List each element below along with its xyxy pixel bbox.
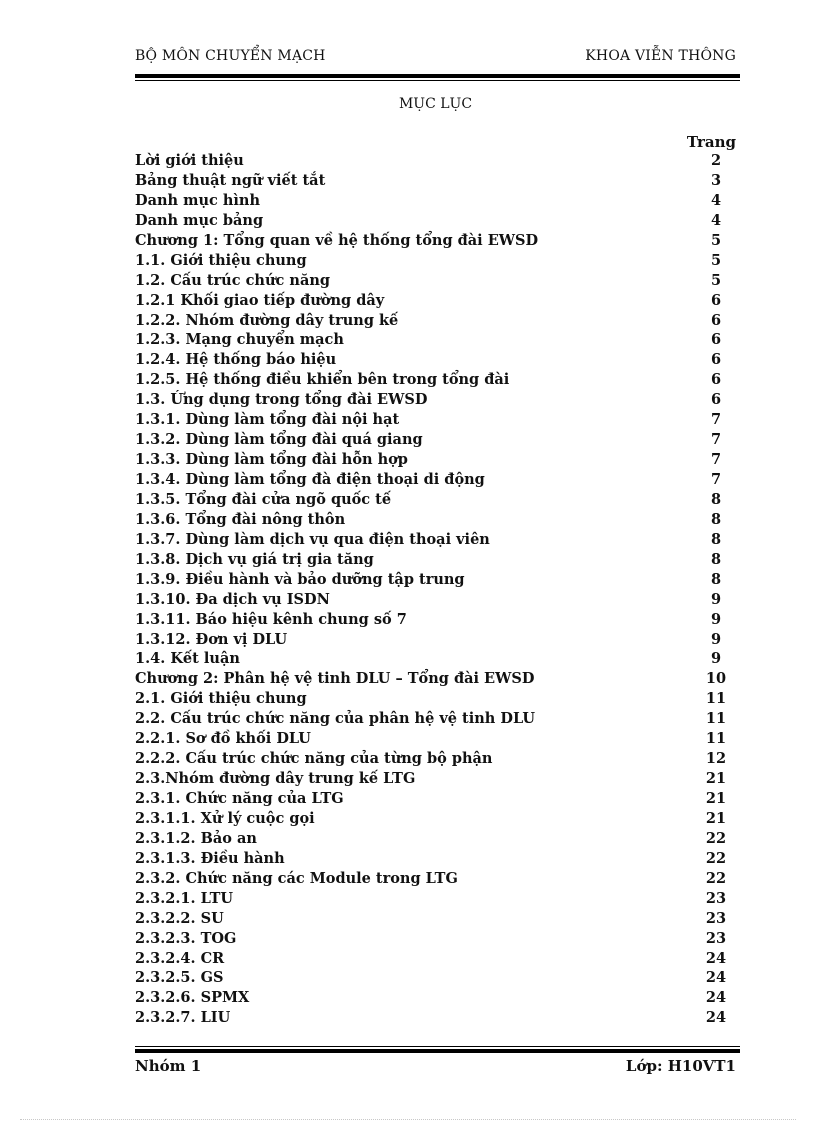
toc-entry-page: 8 bbox=[710, 570, 722, 588]
toc-entry-page: 2 bbox=[710, 152, 722, 169]
toc-entry bbox=[135, 889, 736, 909]
toc-entry bbox=[135, 251, 736, 271]
toc-entry-title: 2.2.1. Sơ đồ khối DLU bbox=[135, 730, 311, 748]
toc-entry bbox=[135, 390, 736, 410]
toc-entry-title: 2.2.2. Cấu trúc chức năng của từng bộ phận bbox=[135, 750, 493, 768]
toc-entry-page: 21 bbox=[705, 770, 727, 788]
toc-entry-title: 2.3.2.4. CR bbox=[135, 949, 225, 967]
toc-entry-title: 2.2. Cấu trúc chức năng của phân hệ vệ tinh DLU bbox=[135, 710, 536, 728]
toc-entry bbox=[135, 709, 736, 729]
toc-entry-page: 6 bbox=[710, 291, 722, 309]
toc-entry-page: 9 bbox=[710, 590, 722, 608]
toc-entry bbox=[135, 689, 736, 709]
toc-entry-title: 2.3.2.6. SPMX bbox=[135, 989, 250, 1007]
page-footer bbox=[135, 1057, 736, 1079]
toc-entry-page: 5 bbox=[710, 251, 722, 269]
toc-entry-title: Chương 1: Tổng quan về hệ thống tổng đài EWSD bbox=[135, 231, 539, 249]
toc-entry bbox=[135, 829, 736, 849]
toc-entry bbox=[135, 271, 736, 291]
toc-entry-title: 1.3.11. Báo hiệu kênh chung số 7 bbox=[135, 610, 407, 628]
toc-entry-page: 7 bbox=[710, 471, 722, 488]
toc-entry-page: 8 bbox=[710, 490, 722, 508]
toc-entry-title: Danh mục hình bbox=[135, 191, 260, 209]
toc-entry-title: 2.3.1.3. Điều hành bbox=[135, 849, 285, 867]
toc-entry-page: 12 bbox=[705, 750, 727, 768]
toc-entry-title: Bảng thuật ngữ viết tắt bbox=[135, 171, 326, 189]
footer-rule-thin bbox=[135, 1046, 740, 1047]
toc-entry-title: 2.3.2.7. LIU bbox=[135, 1009, 231, 1027]
page-title: MỤC LỤC bbox=[398, 96, 473, 112]
toc-entry bbox=[135, 949, 736, 969]
toc-entry bbox=[135, 909, 736, 929]
toc-entry-page: 11 bbox=[705, 710, 727, 728]
page-edge-dotted-line bbox=[20, 1119, 796, 1120]
footer-class: Lớp: H10VT1 bbox=[625, 1057, 736, 1075]
toc-entry bbox=[135, 988, 736, 1008]
toc-entry bbox=[135, 490, 736, 510]
toc-entry-title: 1.2. Cấu trúc chức năng bbox=[135, 271, 331, 289]
toc-entry bbox=[135, 450, 736, 470]
toc-entry bbox=[135, 869, 736, 889]
toc-entry bbox=[135, 171, 736, 191]
toc-entry-page: 9 bbox=[710, 630, 722, 648]
toc-entry-title: 2.3.Nhóm đường dây trung kế LTG bbox=[135, 770, 416, 788]
header-faculty: KHOA VIỄN THÔNG bbox=[585, 48, 736, 64]
toc-entry bbox=[135, 570, 736, 590]
toc-entry-title: 1.2.4. Hệ thống báo hiệu bbox=[135, 351, 337, 369]
toc-entry-page: 8 bbox=[710, 550, 722, 568]
toc-entry-title: 1.3.10. Đa dịch vụ ISDN bbox=[135, 590, 330, 608]
toc-entry-page: 6 bbox=[710, 331, 722, 349]
toc-entry bbox=[135, 610, 736, 630]
toc-entry bbox=[135, 769, 736, 789]
toc-entry-title: 1.2.3. Mạng chuyển mạch bbox=[135, 331, 344, 349]
toc-entry-title: 1.3.3. Dùng làm tổng đài hỗn hợp bbox=[135, 451, 408, 469]
toc-entry bbox=[135, 350, 736, 370]
toc-entry bbox=[135, 291, 736, 311]
toc-entry bbox=[135, 590, 736, 610]
toc-entry-page: 21 bbox=[705, 790, 727, 807]
toc-entry-title: 2.3.1. Chức năng của LTG bbox=[135, 790, 344, 807]
toc-entry-title: 2.3.2. Chức năng các Module trong LTG bbox=[135, 869, 458, 887]
toc-entry-title: 1.3.5. Tổng đài cửa ngõ quốc tế bbox=[135, 490, 392, 508]
toc-entry-page: 10 bbox=[705, 670, 727, 688]
toc-entry bbox=[135, 630, 736, 650]
toc-entry-title: 2.3.2.3. TOG bbox=[135, 929, 237, 947]
toc-entry bbox=[135, 470, 736, 490]
toc-entry-page: 11 bbox=[705, 690, 727, 708]
toc-entry bbox=[135, 929, 736, 949]
toc-entry-page: 24 bbox=[705, 969, 727, 987]
toc-entry bbox=[135, 211, 736, 231]
toc-entry-page: 6 bbox=[710, 351, 722, 369]
toc-entry bbox=[135, 789, 736, 809]
toc-entry-page: 8 bbox=[710, 530, 722, 548]
toc-entry-title: 1.3.12. Đơn vị DLU bbox=[135, 630, 288, 648]
toc-entry-page: 5 bbox=[710, 271, 722, 289]
table-of-contents bbox=[135, 151, 736, 1028]
toc-entry-page: 9 bbox=[710, 650, 722, 668]
toc-entry-page: 6 bbox=[710, 371, 722, 389]
toc-entry bbox=[135, 550, 736, 570]
toc-entry bbox=[135, 151, 736, 171]
toc-entry-title: Lời giới thiệu bbox=[135, 152, 244, 169]
toc-entry-page: 21 bbox=[705, 809, 727, 827]
toc-entry-title: 2.3.1.2. Bảo an bbox=[135, 829, 257, 847]
page-column-label: Trang bbox=[686, 133, 736, 151]
toc-entry bbox=[135, 968, 736, 988]
toc-entry-page: 24 bbox=[705, 1009, 727, 1027]
toc-entry-title: 2.3.1.1. Xử lý cuộc gọi bbox=[135, 809, 315, 827]
toc-entry-page: 9 bbox=[710, 610, 722, 628]
toc-entry-page: 22 bbox=[705, 829, 727, 847]
header-rule-thick bbox=[135, 74, 740, 78]
toc-entry-title: 1.3.7. Dùng làm dịch vụ qua điện thoại viên bbox=[135, 530, 490, 548]
footer-group: Nhóm 1 bbox=[135, 1057, 202, 1075]
toc-entry bbox=[135, 1008, 736, 1028]
toc-entry-page: 24 bbox=[705, 949, 727, 967]
toc-entry-title: 1.3.1. Dùng làm tổng đài nội hạt bbox=[135, 411, 400, 429]
toc-entry-page: 6 bbox=[710, 311, 722, 329]
toc-entry bbox=[135, 530, 736, 550]
page-header bbox=[135, 48, 736, 70]
toc-entry-title: 1.3.6. Tổng đài nông thôn bbox=[135, 510, 346, 528]
toc-entry bbox=[135, 669, 736, 689]
toc-entry-page: 23 bbox=[705, 909, 727, 927]
toc-entry-page: 24 bbox=[705, 989, 727, 1007]
toc-entry bbox=[135, 191, 736, 211]
toc-entry-title: 2.3.2.1. LTU bbox=[135, 889, 234, 907]
toc-entry-title: 2.3.2.2. SU bbox=[135, 909, 224, 927]
toc-entry bbox=[135, 809, 736, 829]
toc-entry bbox=[135, 231, 736, 251]
toc-entry-page: 7 bbox=[710, 431, 722, 449]
page-column-header bbox=[135, 133, 736, 153]
toc-entry bbox=[135, 749, 736, 769]
toc-entry-title: 2.3.2.5. GS bbox=[135, 969, 224, 987]
toc-entry-title: 1.2.1 Khối giao tiếp đường dây bbox=[135, 291, 385, 309]
toc-entry-page: 5 bbox=[710, 231, 722, 249]
toc-entry-title: 2.1. Giới thiệu chung bbox=[135, 690, 307, 708]
toc-entry bbox=[135, 729, 736, 749]
toc-entry-title: 1.4. Kết luận bbox=[135, 650, 240, 668]
toc-entry-title: 1.2.2. Nhóm đường dây trung kế bbox=[135, 311, 399, 329]
toc-entry-page: 6 bbox=[710, 391, 722, 409]
toc-entry bbox=[135, 510, 736, 530]
toc-entry bbox=[135, 330, 736, 350]
toc-entry-page: 7 bbox=[710, 411, 722, 429]
toc-entry-title: 1.1. Giới thiệu chung bbox=[135, 251, 307, 269]
toc-entry-page: 4 bbox=[710, 211, 722, 229]
toc-entry bbox=[135, 410, 736, 430]
toc-entry-page: 8 bbox=[710, 510, 722, 528]
toc-entry bbox=[135, 370, 736, 390]
toc-entry-page: 22 bbox=[705, 869, 727, 887]
toc-entry-page: 23 bbox=[705, 929, 727, 947]
toc-entry-title: 1.3.8. Dịch vụ giá trị gia tăng bbox=[135, 550, 374, 568]
toc-entry-title: 1.3.4. Dùng làm tổng đà điện thoại di động bbox=[135, 471, 485, 488]
header-rule-thin bbox=[135, 80, 740, 81]
toc-entry-title: 1.2.5. Hệ thống điều khiển bên trong tổng đài bbox=[135, 371, 510, 389]
toc-entry-title: 1.3.9. Điều hành và bảo dưỡng tập trung bbox=[135, 570, 465, 588]
toc-entry-title: 1.3. Ứng dụng trong tổng đài EWSD bbox=[135, 391, 428, 409]
toc-entry bbox=[135, 849, 736, 869]
toc-entry bbox=[135, 311, 736, 331]
toc-entry-title: Chương 2: Phân hệ vệ tinh DLU – Tổng đài EWSD bbox=[135, 670, 535, 688]
toc-entry-page: 7 bbox=[710, 451, 722, 469]
header-department: BỘ MÔN CHUYỂN MẠCH bbox=[135, 48, 326, 64]
toc-entry-page: 22 bbox=[705, 849, 727, 867]
toc-entry-title: 1.3.2. Dùng làm tổng đài quá giang bbox=[135, 431, 423, 449]
toc-entry-title: Danh mục bảng bbox=[135, 211, 264, 229]
footer-rule-thick bbox=[135, 1049, 740, 1053]
toc-entry-page: 3 bbox=[710, 171, 722, 189]
toc-entry bbox=[135, 430, 736, 450]
toc-entry-page: 23 bbox=[705, 889, 727, 907]
toc-entry-page: 11 bbox=[705, 730, 727, 748]
toc-entry-page: 4 bbox=[710, 191, 722, 209]
toc-entry bbox=[135, 649, 736, 669]
